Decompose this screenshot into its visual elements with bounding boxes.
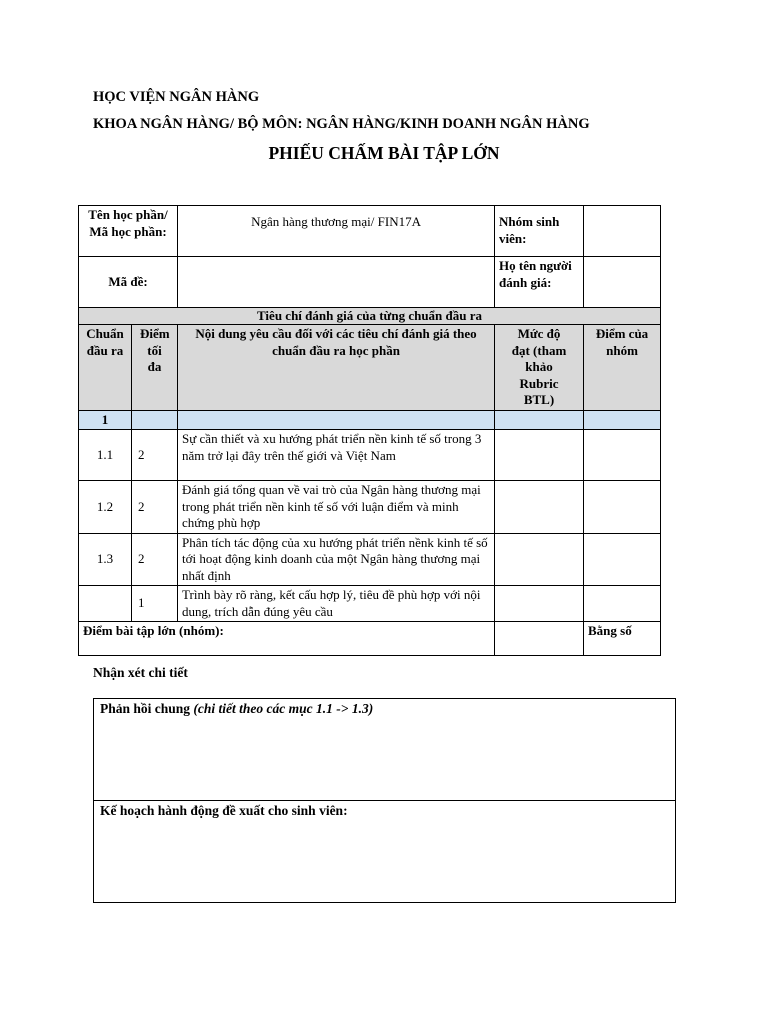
col-level-header: Mức độ đạt (tham khảo Rubric BTL) [495,325,584,411]
action-plan-cell[interactable] [94,801,676,903]
row-max-score: 2 [132,430,178,481]
row-content: Sự cần thiết và xu hướng phát triển nền kinh tế số trong 3 năm trở lại đây trên thế giới và Việt Nam [178,430,495,481]
row-level-cell[interactable] [495,481,584,534]
comments-title: Nhận xét chi tiết [93,665,188,680]
grading-table [78,205,661,656]
exam-code-value[interactable] [178,257,495,308]
row-max-score: 2 [132,533,178,586]
row-max-score: 1 [132,586,178,622]
total-level-cell[interactable] [495,622,584,656]
criteria-header-row [79,325,661,411]
total-row [79,622,661,656]
row-content: Trình bày rõ ràng, kết cấu hợp lý, tiêu đề phù hợp với nội dung, trích dẫn đúng yêu cầu [178,586,495,622]
row-level-cell[interactable] [495,430,584,481]
institution-name: HỌC VIỆN NGÂN HÀNG [93,89,260,105]
outcome-group-empty [132,410,178,430]
action-plan-row [94,801,676,903]
feedback-table [93,698,676,903]
row-level-cell[interactable] [495,586,584,622]
col-outcome-header: Chuẩn đầu ra [79,325,132,411]
exam-info-row [79,257,661,308]
form-title: PHIẾU CHẤM BÀI TẬP LỚN [268,143,500,163]
table-row [79,533,661,586]
criteria-section-row [79,308,661,325]
row-outcome [79,586,132,622]
group-value[interactable] [584,206,661,257]
in-number-label: Bằng số [584,622,661,656]
outcome-group-row [79,410,661,430]
col-max-score-header: Điểm tối đa [132,325,178,411]
outcome-group-empty [495,410,584,430]
row-outcome: 1.1 [79,430,132,481]
col-group-score-header: Điểm của nhóm [584,325,661,411]
row-score-cell[interactable] [584,430,661,481]
course-label: Tên học phần/ Mã học phần: [79,206,178,257]
row-level-cell[interactable] [495,533,584,586]
table-row [79,430,661,481]
table-row [79,586,661,622]
action-plan-label: Kế hoạch hành động đề xuất cho sinh viên: [100,803,348,818]
exam-code-label: Mã đề: [79,257,178,308]
outcome-group-number: 1 [79,410,132,430]
department-name: KHOA NGÂN HÀNG/ BỘ MÔN: NGÂN HÀNG/KINH DOANH NGÂN HÀNG [93,116,590,132]
row-content: Đánh giá tổng quan về vai trò của Ngân hàng thương mại trong phát triển nền kinh tế số với luận điểm và minh chứng phù hợp [178,481,495,534]
course-info-row [79,206,661,257]
row-score-cell[interactable] [584,586,661,622]
criteria-section-title: Tiêu chí đánh giá của từng chuẩn đầu ra [79,308,661,325]
row-content: Phân tích tác động của xu hướng phát triển nềnk kinh tế số tới hoạt động kinh doanh của một Ngân hàng thương mại nhất định [178,533,495,586]
table-row [79,481,661,534]
row-outcome: 1.2 [79,481,132,534]
group-label: Nhóm sinh viên: [495,206,584,257]
outcome-group-empty [584,410,661,430]
row-outcome: 1.3 [79,533,132,586]
col-content-header: Nội dung yêu cầu đối với các tiêu chí đánh giá theo chuẩn đầu ra học phần [178,325,495,411]
course-value: Ngân hàng thương mại/ FIN17A [178,206,495,257]
row-score-cell[interactable] [584,481,661,534]
general-feedback-row [94,699,676,801]
row-score-cell[interactable] [584,533,661,586]
row-max-score: 2 [132,481,178,534]
grader-value[interactable] [584,257,661,308]
general-feedback-note: (chi tiết theo các mục 1.1 -> 1.3) [193,701,374,716]
grader-label: Họ tên người đánh giá: [495,257,584,308]
outcome-group-empty [178,410,495,430]
general-feedback-label: Phản hồi chung [100,701,191,716]
general-feedback-cell[interactable] [94,699,676,801]
total-label: Điểm bài tập lớn (nhóm): [79,622,495,656]
